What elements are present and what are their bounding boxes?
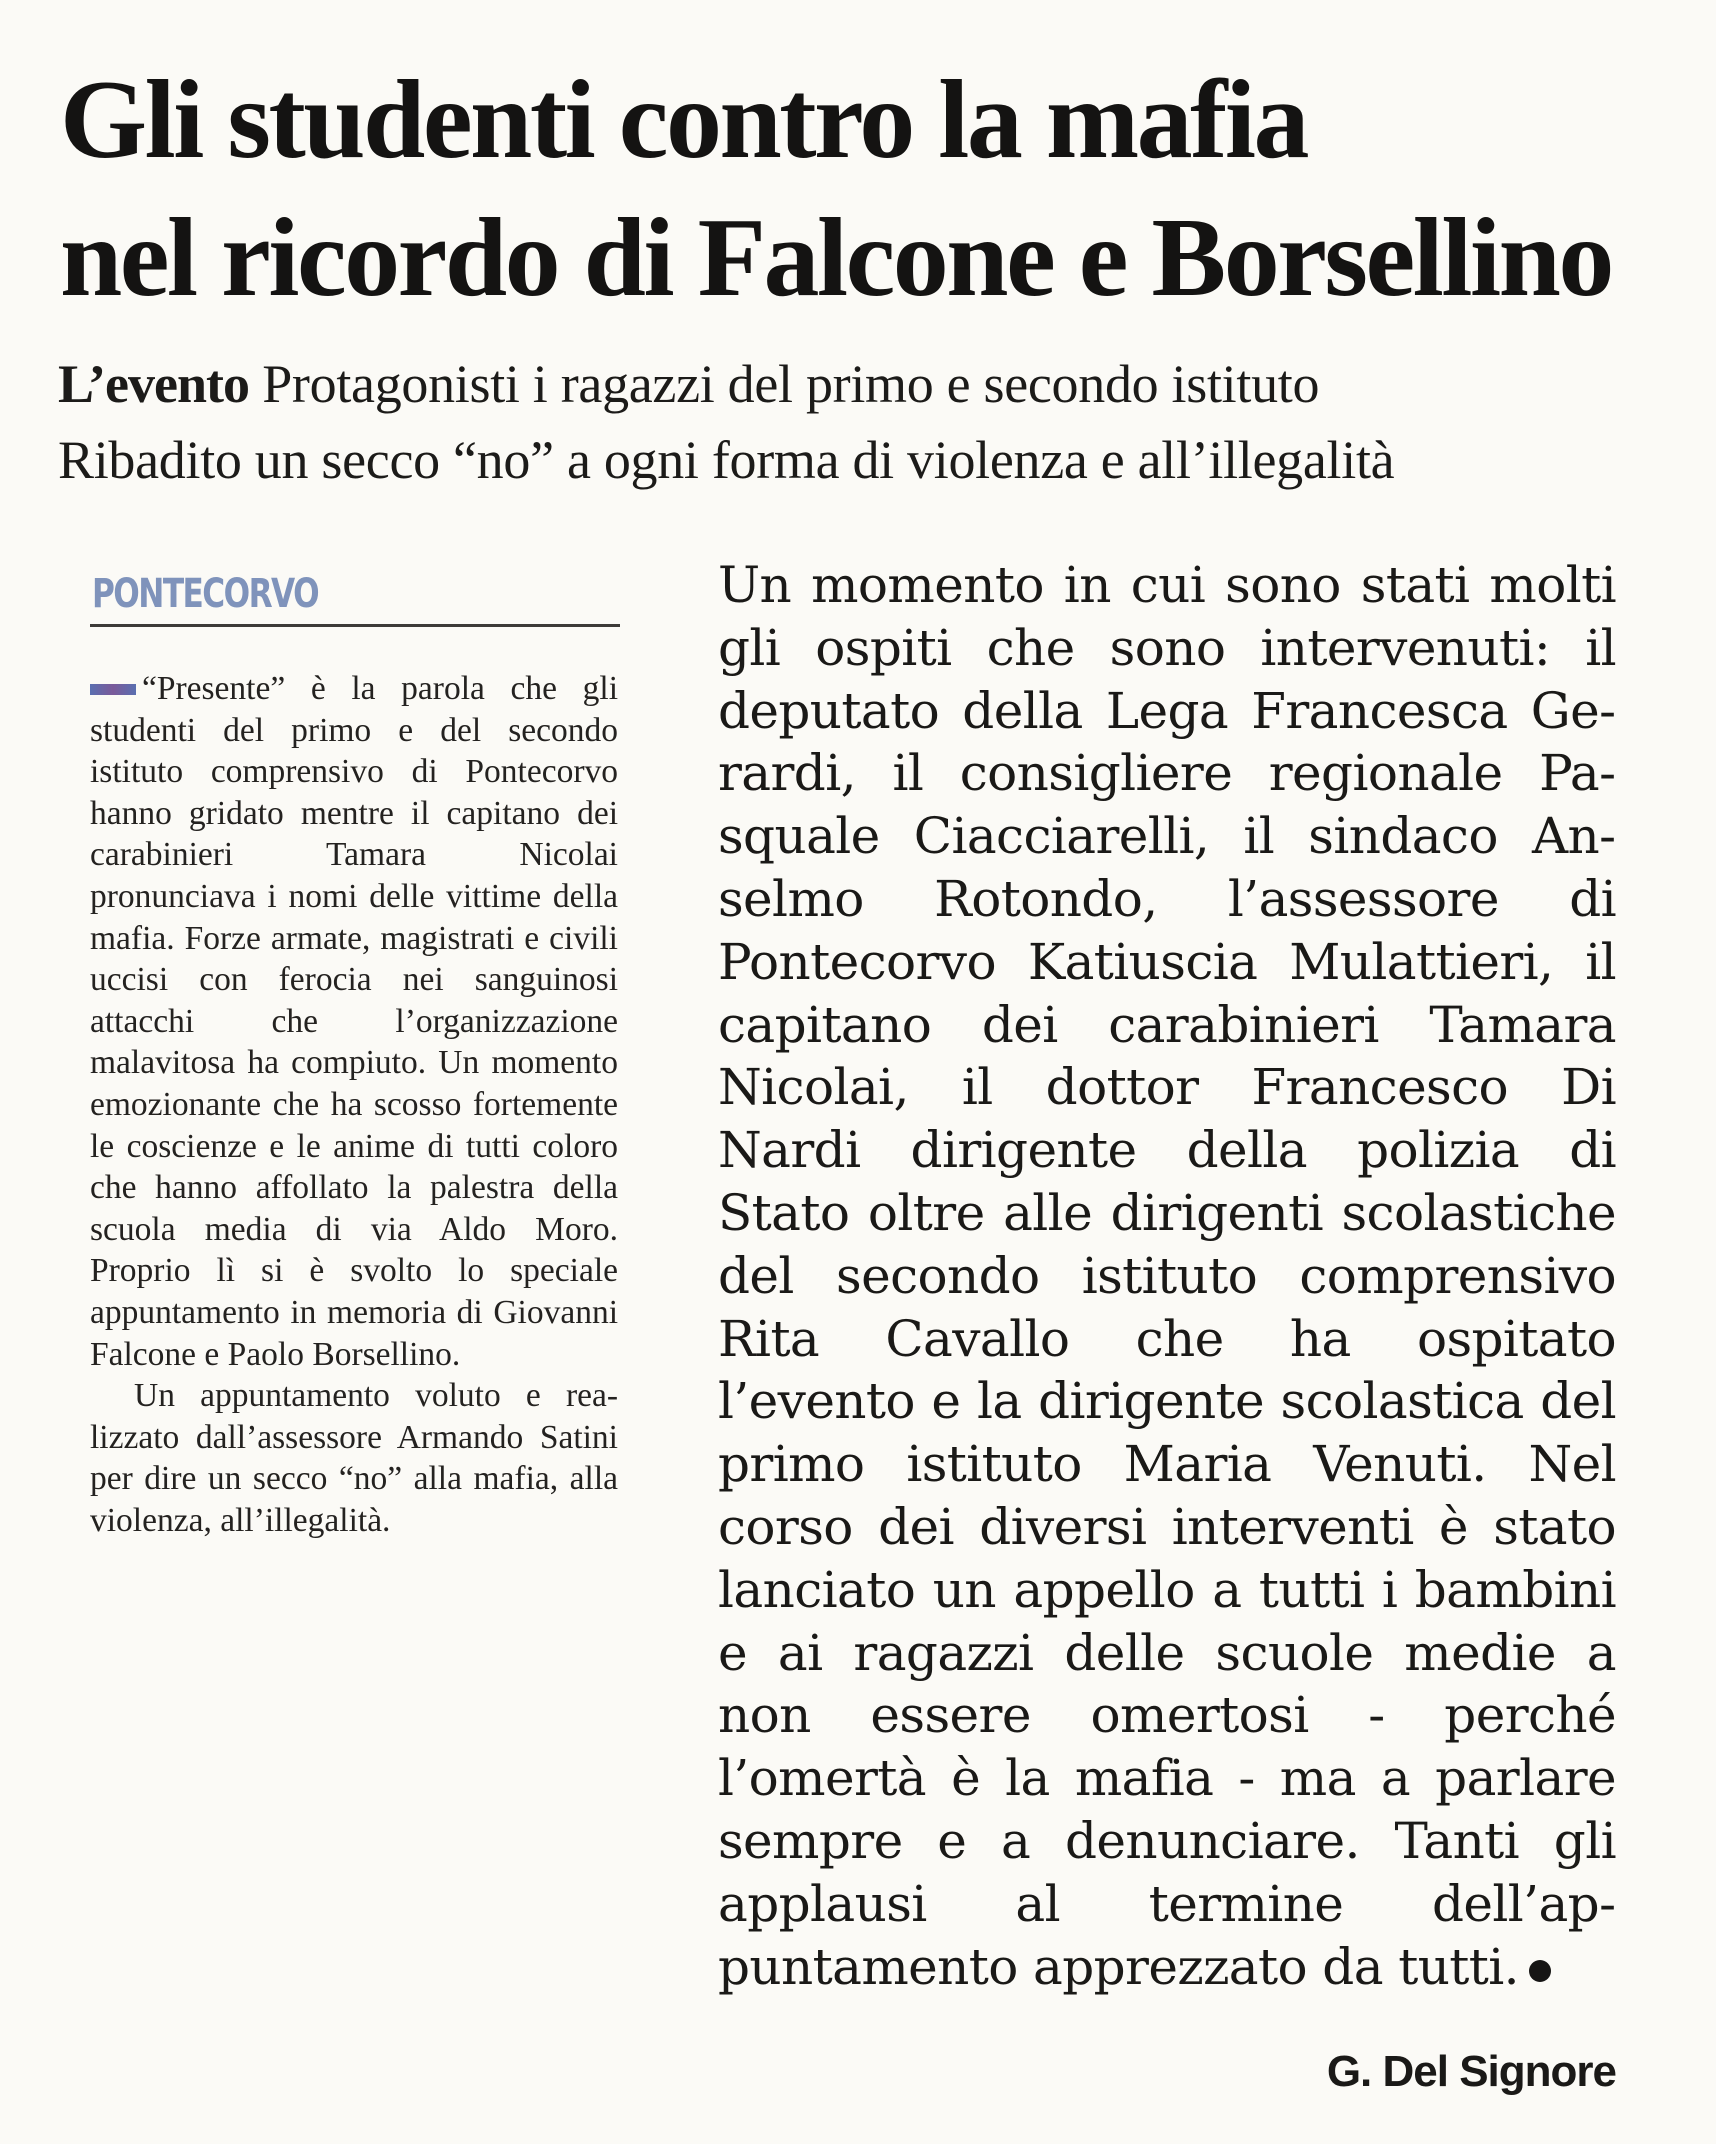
headline-line-2: nel ricordo di Falcone e Borsellino	[60, 196, 1612, 320]
location-label: PONTECORVO	[92, 571, 319, 617]
left-paragraph-1-text: “Presente” è la parola che gli studenti del primo e del secondo istituto comprensivo di Pontecorvo hanno gridato mentre il capitano dei carabinieri Tamara Nicolai pronunciava i nomi delle vittime della mafia. Forze armate, magistrati e civili uccisi con ferocia nei sanguinosi attacchi che l’organizzazione malavitosa ha compiuto. Un momento emozionante che ha scosso fortemente le coscienze e le anime di tutti coloro che hanno affollato la palestra della scuola media di via Aldo Moro. Proprio lì si è svolto lo speciale appuntamento in memoria di Giovanni Falcone e Paolo Borsellino.	[90, 670, 618, 1373]
author-byline: G. Del Signore	[1326, 2047, 1616, 2096]
right-paragraph-1	[718, 554, 1616, 1998]
left-paragraph-2: Un appuntamento voluto e realizzato dall’assessore Armando Satini per dire un secco “no” alla mafia, alla violenza, all’illegalità.	[90, 1377, 618, 1539]
left-paragraph-1	[90, 668, 618, 1375]
end-of-article-dot-icon	[1529, 1960, 1551, 1982]
subheadline-line-1	[58, 348, 1698, 420]
article-left-column	[90, 668, 618, 1541]
location-divider	[90, 624, 620, 627]
paragraph-marker-icon	[90, 684, 136, 695]
subheadline-text-1: Protagonisti i ragazzi del primo e secondo istituto	[262, 354, 1320, 414]
subheadline-kicker: L’evento	[58, 354, 249, 414]
headline-line-1: Gli studenti contro la mafia	[60, 58, 1308, 182]
right-paragraph-1-text: Un momento in cui sono stati molti gli ospiti che sono intervenuti: il deputato della Lega Francesca Gerardi, il consigliere regionale Pasquale Ciacciarelli, il sindaco Anselmo Rotondo, l’assessore di Pontecorvo Katiuscia Mulattieri, il capitano dei carabinieri Tamara Nicolai, il dottor Francesco Di Nardi dirigente della polizia di Stato oltre alle dirigenti scolastiche del secondo istituto comprensivo Rita Cavallo che ha ospitato l’evento e la dirigente scolastica del primo istituto Maria Venuti. Nel corso dei diversi interventi è stato lanciato un appello a tutti i bambini e ai ragazzi delle scuole medie a non essere omertosi - perché l’omertà è la mafia - ma a parlare sempre e a denunciare. Tanti gli applausi al termine dell’appuntamento apprezzato da tutti.	[718, 556, 1616, 1996]
article-right-column	[718, 554, 1616, 1998]
subheadline-line-2: Ribadito un secco “no” a ogni forma di violenza e all’illegalità	[58, 430, 1395, 490]
